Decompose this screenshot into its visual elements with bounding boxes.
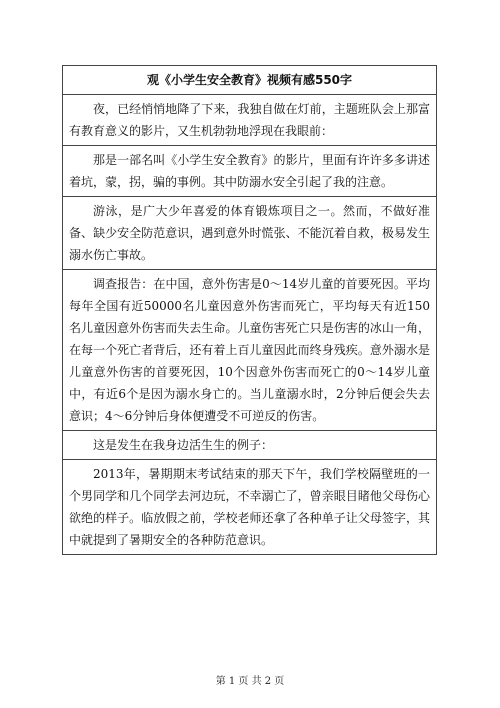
title-row [63, 66, 437, 95]
paragraph-row [63, 146, 437, 197]
essay-table [62, 65, 437, 555]
paragraph-1: 夜，已经悄悄地降了下来，我独自做在灯前，主题班队会上那富有教育意义的影片，又生机勃勃地浮现在我眼前： [69, 102, 430, 138]
paragraph-row [63, 95, 437, 146]
paragraph-2: 那是一部名叫《小学生安全教育》的影片，里面有许许多多讲述着坑，蒙，拐，骗的事例。其中防溺水安全引起了我的注意。 [69, 153, 430, 189]
paragraph-row [63, 197, 437, 270]
paragraph-row [63, 270, 437, 431]
document-title: 观《小学生安全教育》视频有感550字 [63, 66, 437, 95]
paragraph-5: 这是发生在我身边活生生的例子： [93, 438, 274, 452]
paragraph-cell [63, 95, 437, 146]
paragraph-4: 调查报告：在中国，意外伤害是0～14岁儿童的首要死因。平均每年全国有近50000名儿童因意外伤害而死亡，平均每天有近150名儿童因意外伤害而失去生命。儿童伤害死亡只是伤害的冰山一角，在每一个死亡者背后，还有着上百儿童因此而终身残疾。意外溺水是儿童意外伤害的首要死因，10个因意外伤害而死亡的0～14岁儿童中，有近6个是因为溺水身亡的。当儿童溺水时，2分钟后便会失去意识；4～6分钟后身体便遭受不可逆反的伤害。 [69, 277, 430, 423]
paragraph-cell [63, 270, 437, 431]
page-number-footer: 第 1 页 共 2 页 [215, 676, 285, 687]
paragraph-cell [63, 460, 437, 555]
paragraph-cell [63, 431, 437, 460]
paragraph-3: 游泳，是广大少年喜爱的体育锻炼项目之一。然而，不做好准备、缺少安全防范意识，遇到意外时慌张、不能沉着自救，极易发生溺水伤亡事故。 [69, 204, 430, 262]
paragraph-cell [63, 146, 437, 197]
paragraph-6: 2013年，暑期期末考试结束的那天下午，我们学校隔壁班的一个男同学和几个同学去河边玩，不幸溺亡了，曾亲眼目睹他父母伤心欲绝的样子。临放假之前，学校老师还拿了各种单子让父母签字，其中就提到了暑期安全的各种防范意识。 [69, 467, 430, 547]
paragraph-row [63, 431, 437, 460]
paragraph-cell [63, 197, 437, 270]
essay-sheet [62, 65, 437, 555]
paragraph-row [63, 460, 437, 555]
